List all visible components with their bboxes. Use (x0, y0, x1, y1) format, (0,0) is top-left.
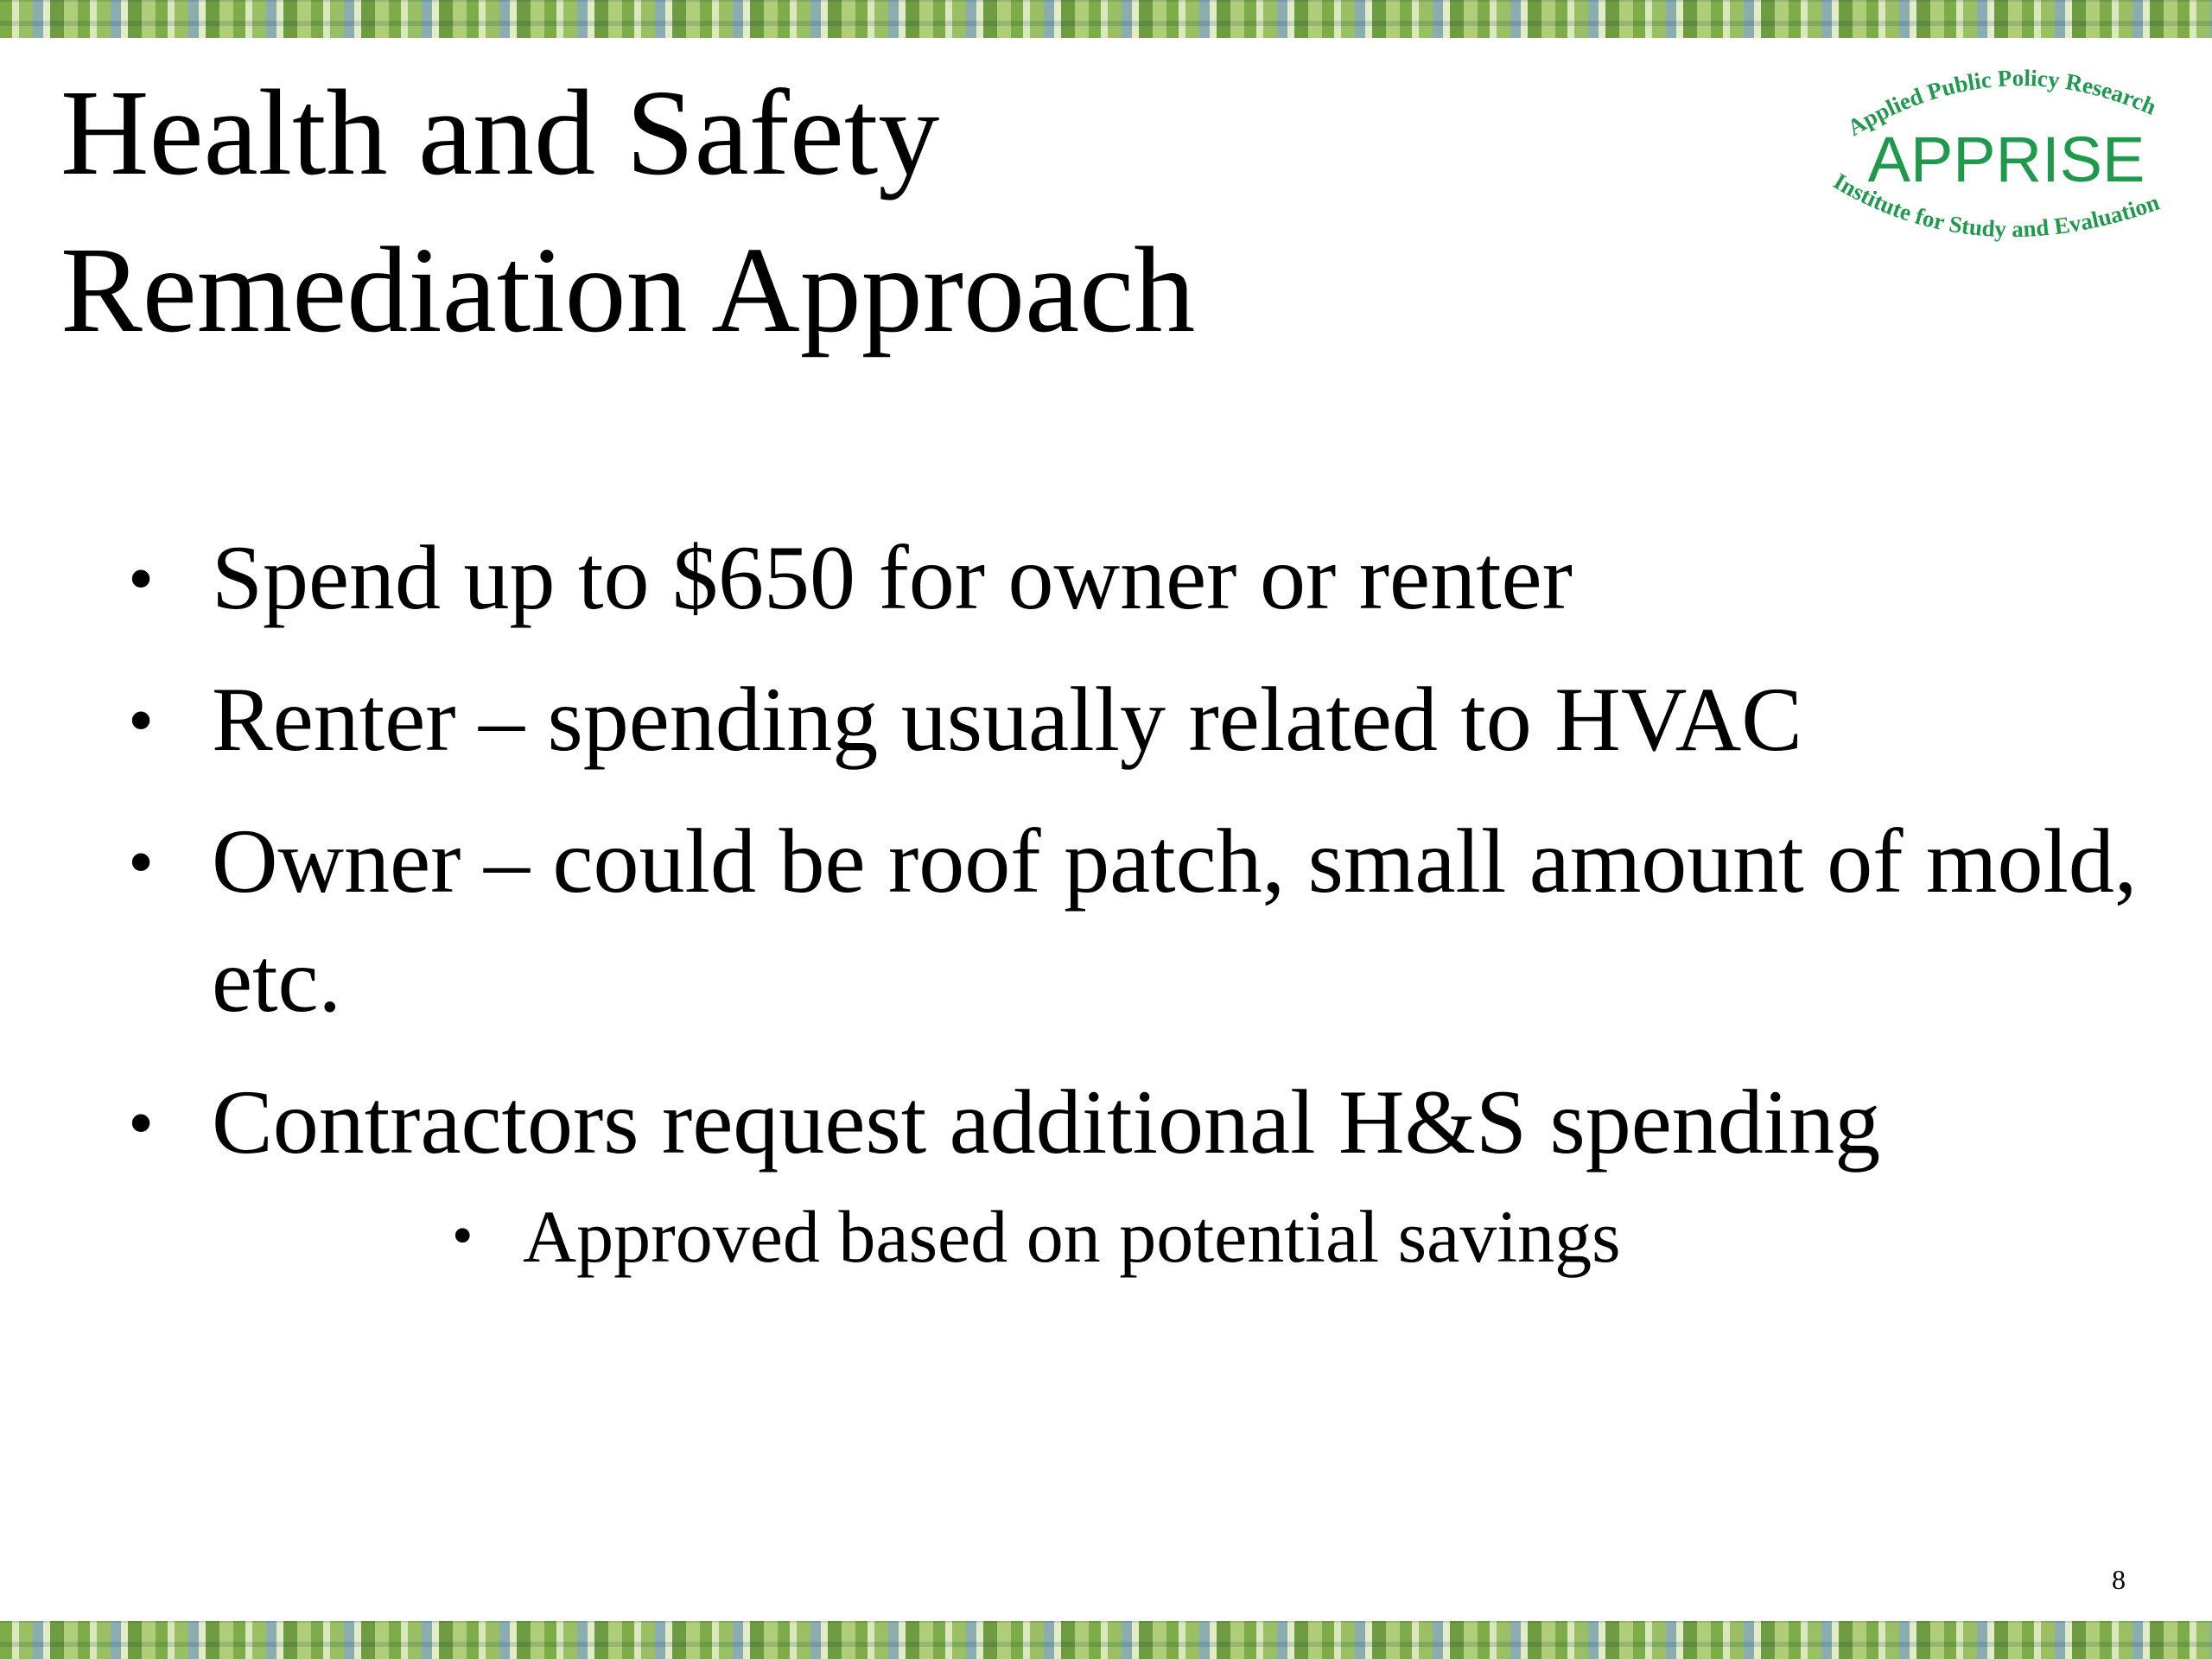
bullet-list (0, 518, 2212, 1310)
bullet-dot: • (128, 678, 155, 761)
bullet-item (0, 660, 2212, 779)
page-number: 8 (2112, 1564, 2126, 1595)
sub-bullet-text: Approved based on potential savings (523, 1195, 1621, 1278)
bullet-text: Owner – could be roof patch, small amount of mold, etc. (212, 810, 2138, 1031)
sub-bullet-dot: • (452, 1203, 474, 1269)
top-mosaic-border (0, 0, 2212, 38)
bullet-item (0, 518, 2212, 638)
bullet-dot: • (128, 1081, 155, 1164)
bullet-text: Contractors request additional H&S spending (212, 1071, 1881, 1173)
title-line-1: Health and Safety (60, 64, 940, 200)
apprise-logo (1815, 35, 2195, 259)
bullet-dot: • (128, 820, 155, 903)
bullet-item (0, 1063, 2212, 1287)
sub-bullet-item (212, 1185, 2143, 1287)
logo-arc-bottom-text: Institute for Study and Evaluation (1828, 168, 2163, 243)
bottom-mosaic-border (0, 1621, 2212, 1659)
bullet-text: Spend up to $650 for owner or renter (212, 527, 1573, 628)
title-line-2: Remediation Approach (60, 221, 1196, 358)
bullet-item (0, 802, 2212, 1040)
logo-name: APPRISE (1867, 124, 2145, 195)
bullet-dot: • (128, 537, 155, 620)
logo-arc-top-text: Applied Public Policy Research (1842, 65, 2161, 142)
slide-title (60, 54, 1702, 368)
bullet-text: Renter – spending usually related to HVAC (212, 669, 1802, 770)
